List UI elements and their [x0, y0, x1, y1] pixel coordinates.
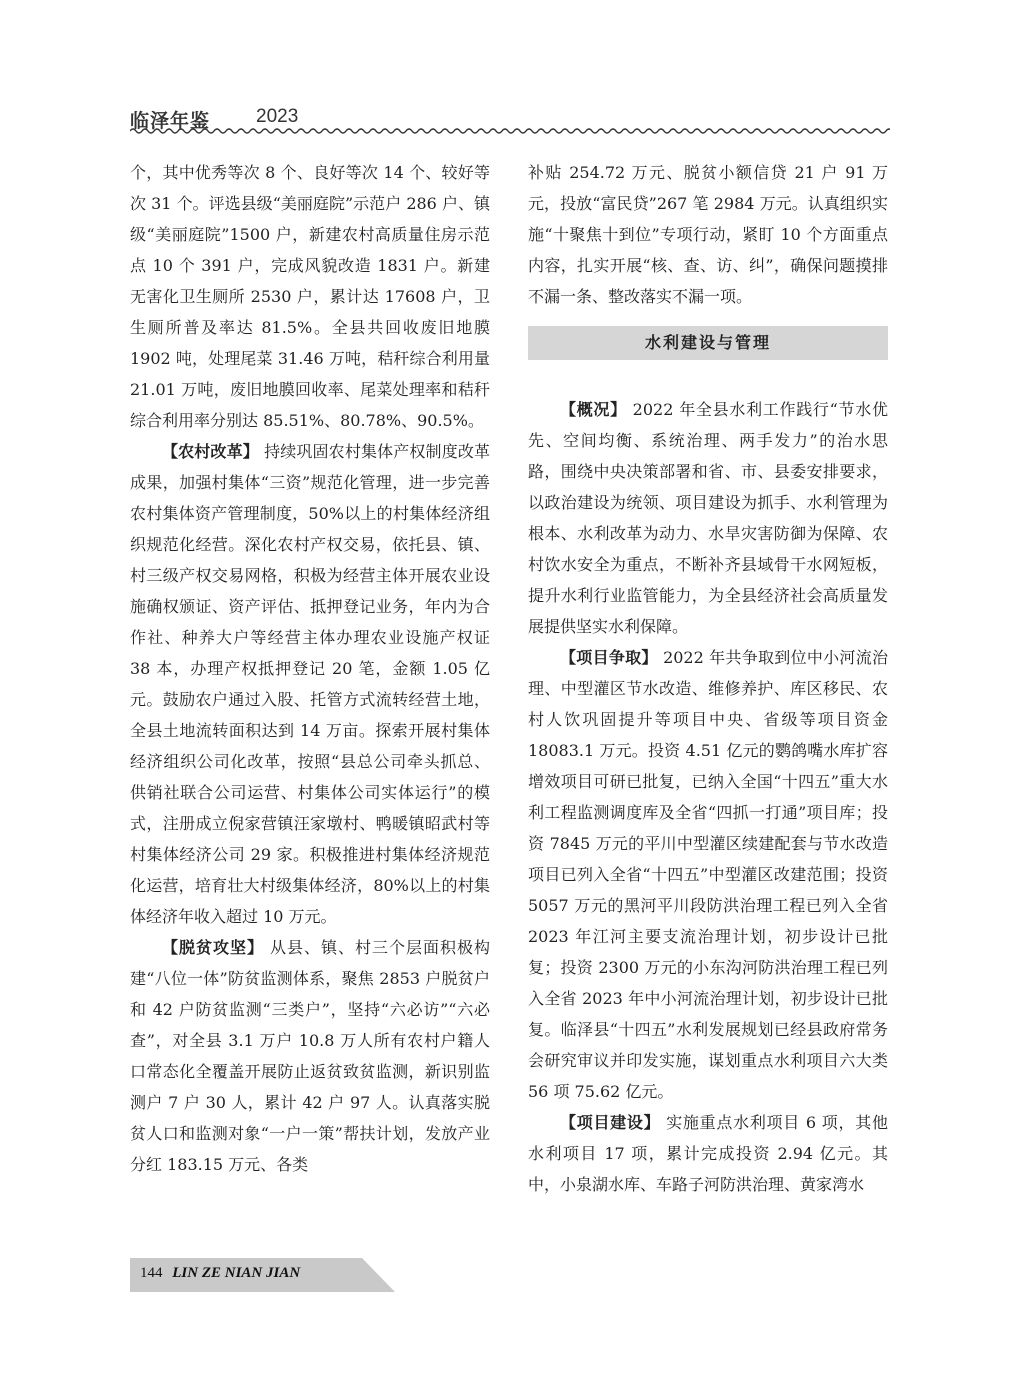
keyword-project-funding: 【项目争取】	[560, 648, 658, 667]
header-wave-rule	[130, 126, 890, 136]
paragraph-rural-reform	[130, 436, 490, 932]
left-column	[130, 157, 490, 1180]
paragraph-rural-living: 个，其中优秀等次 8 个、良好等次 14 个、较好等次 31 个。评选县级“美丽庭院”示范户 286 户、镇级“美丽庭院”1500 户，新建农村高质量住房示范点 10 个 391 户，完成风貌改造 1831 户。新建无害化卫生厕所 2530 户，累计达 17608 户，卫生厕所普及率达 81.5%。全县共回收废旧地膜 1902 吨，处理尾菜 31.46 万吨，秸秆综合利用量 21.01 万吨，废旧地膜回收率、尾菜处理率和秸秆综合利用率分别达 85.51%、80.78%、90.5%。	[130, 163, 490, 430]
right-column	[528, 157, 888, 1200]
paragraph-overview	[528, 394, 888, 642]
yearbook-year: 2023	[256, 106, 299, 127]
paragraph-text: 从县、镇、村三个层面积极构建“八位一体”防贫监测体系，聚焦 2853 户脱贫户和 42 户防贫监测“三类户”，坚持“六必访”“六必查”，对全县 3.1 万户 10.8 万人所有农村户籍人口常态化全覆盖开展防止返贫致贫监测，新识别监测户 7 户 30 人，累计 42 户 97 人。认真落实脱贫人口和监测对象“一户一策”帮扶计划，发放产业分红 183.15 万元、各类	[130, 938, 490, 1174]
running-title: LIN ZE NIAN JIAN	[172, 1265, 301, 1281]
footer-text	[140, 1265, 300, 1282]
page-header	[130, 100, 890, 140]
page-footer	[130, 1258, 395, 1292]
paragraph-project-construction	[528, 1107, 888, 1200]
section-heading: 水利建设与管理	[528, 326, 888, 360]
page-number: 144	[140, 1265, 163, 1281]
paragraph-project-funding	[528, 642, 888, 1107]
keyword-overview: 【概况】	[560, 400, 627, 419]
keyword-poverty: 【脱贫攻坚】	[162, 938, 264, 957]
keyword-rural-reform: 【农村改革】	[162, 442, 259, 461]
yearbook-title: 临泽年鉴	[130, 110, 211, 132]
paragraph-text: 2022 年共争取到位中小河流治理、中型灌区节水改造、维修养护、库区移民、农村人饮巩固提升等项目中央、省级等项目资金 18083.1 万元。投资 4.51 亿元的鹦鸽嘴水库扩容增效项目可研已批复，已纳入全国“十四五”重大水利工程监测调度库及全省“四抓一打通”项目库；投资 7845 万元的平川中型灌区续建配套与节水改造项目已列入全省“十四五”中型灌区改建范围；投资 5057 万元的黑河平川段防洪治理工程已列入全省 2023 年江河主要支流治理计划，初步设计已批复；投资 2300 万元的小东沟河防洪治理工程已列入全省 2023 年中小河流治理计划，初步设计已批复。临泽县“十四五”水利发展规划已经县政府常务会研究审议并印发实施，谋划重点水利项目六大类 56 项 75.62 亿元。	[528, 648, 888, 1101]
paragraph-text: 2022 年全县水利工作践行“节水优先、空间均衡、系统治理、两手发力”的治水思路，围绕中央决策部署和省、市、县委安排要求，以政治建设为统领、项目建设为抓手、水利管理为根本、水利改革为动力、水旱灾害防御为保障、农村饮水安全为重点，不断补齐县域骨干水网短板，提升水利行业监管能力，为全县经济社会高质量发展提供坚实水利保障。	[528, 400, 888, 636]
keyword-project-construction: 【项目建设】	[560, 1113, 661, 1132]
paragraph-poverty	[130, 932, 490, 1180]
paragraph-text: 实施重点水利项目 6 项，其他水利项目 17 项，累计完成投资 2.94 亿元。其中，小泉湖水库、车路子河防洪治理、黄家湾水	[528, 1113, 888, 1194]
paragraph-subsidy: 补贴 254.72 万元、脱贫小额信贷 21 户 91 万元，投放“富民贷”267 笔 2984 万元。认真组织实施“十聚焦十到位”专项行动，紧盯 10 个方面重点内容，扎实开展“核、查、访、纠”，确保问题摸排不漏一条、整改落实不漏一项。	[528, 163, 888, 306]
paragraph-text: 持续巩固农村集体产权制度改革成果，加强村集体“三资”规范化管理，进一步完善农村集体资产管理制度，50%以上的村集体经济组织规范化经营。深化农村产权交易，依托县、镇、村三级产权交易网格，积极为经营主体开展农业设施确权颁证、资产评估、抵押登记业务，年内为合作社、种养大户等经营主体办理农业设施产权证 38 本，办理产权抵押登记 20 笔，金额 1.05 亿元。鼓励农户通过入股、托管方式流转经营土地，全县土地流转面积达到 14 万亩。探索开展村集体经济组织公司化改革，按照“县总公司牵头抓总、供销社联合公司运营、村集体公司实体运行”的模式，注册成立倪家营镇汪家墩村、鸭暖镇昭武村等村集体经济公司 29 家。积极推进村集体经济规范化运营，培育壮大村级集体经济，80%以上的村集体经济年收入超过 10 万元。	[130, 442, 490, 926]
